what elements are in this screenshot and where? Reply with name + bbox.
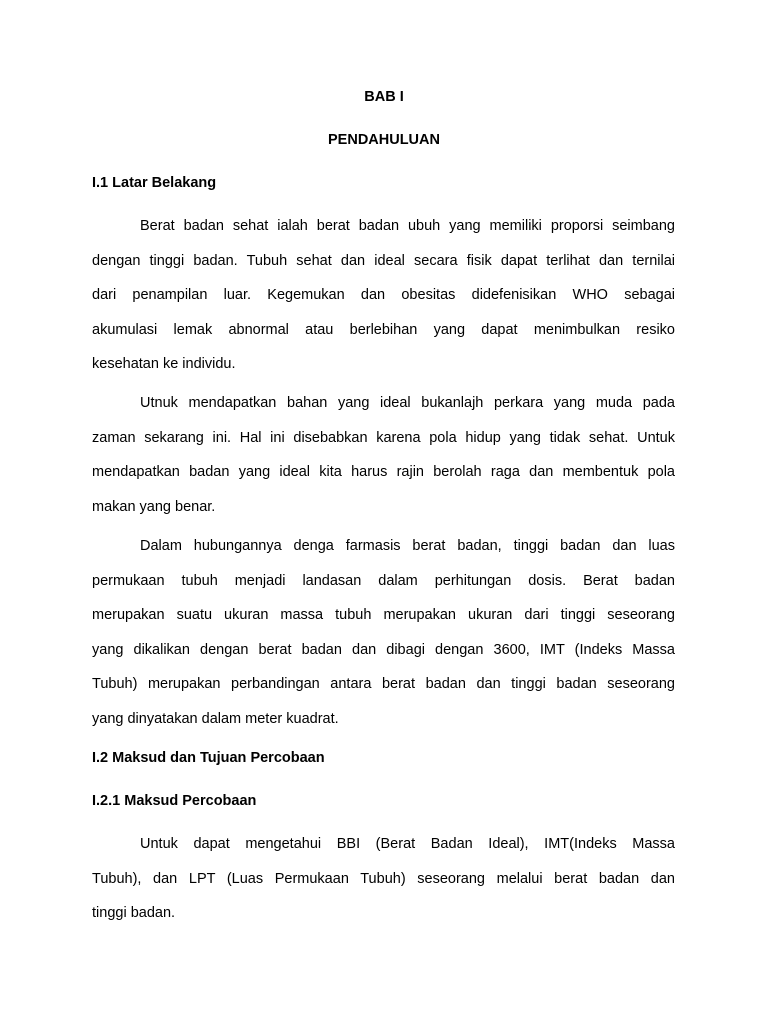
paragraph-line: permukaan tubuh menjadi landasan dalam perhitungan dosis. Berat badan	[92, 572, 675, 589]
paragraph-line: tinggi badan.	[92, 905, 176, 921]
paragraph-berat-badan-sehat	[92, 209, 675, 382]
paragraph-line: merupakan suatu ukuran massa tubuh merupakan ukuran dari tinggi seseorang	[92, 607, 675, 623]
paragraph-line: akumulasi lemak abnormal atau berlebihan yang dapat menimbulkan resiko	[92, 321, 675, 338]
section-heading-maksud-tujuan: I.2 Maksud dan Tujuan Percobaan	[92, 750, 325, 766]
subsection-heading-maksud-percobaan: I.2.1 Maksud Percobaan	[92, 793, 257, 809]
paragraph-hubungan-farmasis	[92, 529, 675, 736]
paragraph-mendapatkan-badan-ideal	[92, 386, 675, 524]
paragraph-line: Tubuh), dan LPT (Luas Permukaan Tubuh) seseorang melalui berat badan dan	[92, 870, 675, 887]
paragraph-line: Tubuh) merupakan perbandingan antara berat badan dan tinggi badan seseorang	[92, 676, 675, 692]
paragraph-line: makan yang benar.	[92, 498, 216, 515]
section-heading-latar-belakang: I.1 Latar Belakang	[92, 175, 217, 191]
paragraph-line: mendapatkan badan yang ideal kita harus rajin berolah raga dan membentuk pola	[92, 464, 675, 480]
paragraph-line: yang dinyatakan dalam meter kuadrat.	[92, 710, 339, 727]
paragraph-line: Untuk dapat mengetahui BBI (Berat Badan Ideal), IMT(Indeks Massa	[140, 836, 675, 852]
paragraph-line: yang dikalikan dengan berat badan dan dibagi dengan 3600, IMT (Indeks Massa	[92, 641, 675, 658]
paragraph-maksud-percobaan	[92, 827, 675, 931]
paragraph-line: kesehatan ke individu.	[92, 356, 236, 372]
paragraph-line: dengan tinggi badan. Tubuh sehat dan ideal secara fisik dapat terlihat dan ternilai	[92, 252, 675, 269]
paragraph-line: zaman sekarang ini. Hal ini disebabkan karena pola hidup yang tidak sehat. Untuk	[92, 429, 675, 446]
chapter-heading: BAB I	[364, 89, 404, 105]
paragraph-line: dari penampilan luar. Kegemukan dan obesitas didefenisikan WHO sebagai	[92, 287, 675, 303]
chapter-title: PENDAHULUAN	[328, 132, 440, 148]
paragraph-line: Dalam hubungannya denga farmasis berat badan, tinggi badan dan luas	[140, 538, 675, 554]
paragraph-line: Berat badan sehat ialah berat badan ubuh yang memiliki proporsi seimbang	[140, 218, 675, 234]
paragraph-line: Utnuk mendapatkan bahan yang ideal bukanlajh perkara yang muda pada	[140, 395, 675, 411]
